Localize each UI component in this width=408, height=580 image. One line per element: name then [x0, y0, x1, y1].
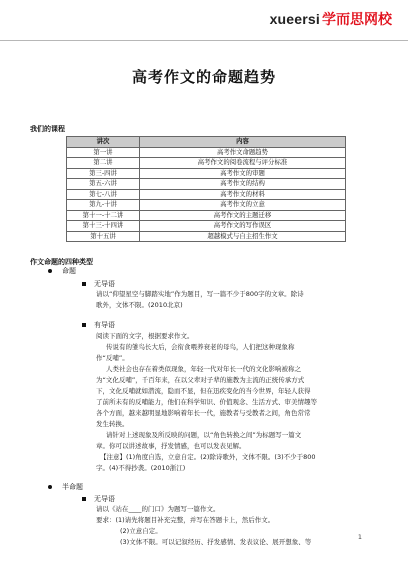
square-bullet-icon: [82, 323, 86, 327]
paragraph-line: 传说有的雏鸟长大后，会衔食喂养衰老的母鸟，人们把这种现象称: [106, 343, 295, 351]
table-header-cell: 讲次: [67, 137, 140, 148]
bullet-label: 半命题: [62, 483, 83, 491]
table-cell: 高考作文命题趋势: [140, 147, 346, 158]
paragraph-line: 章。你可以讲述故事，抒发情感，也可以发表见解。: [96, 442, 246, 450]
logo-latin: xueersi: [269, 11, 320, 27]
table-row: [67, 179, 346, 190]
brand-logo: [270, 9, 392, 29]
paragraph-line: 发生转换。: [96, 420, 129, 428]
table-cell: 第十五讲: [67, 231, 140, 242]
table-cell: 第九-十讲: [67, 200, 140, 211]
paragraph-line: 为“文化反哺”，千百年来，在以父辈对子辈的施教为主流的正统传承方式: [96, 376, 305, 384]
sub-bullet-label: 无导语: [94, 280, 115, 288]
table-cell: 第三-四讲: [67, 168, 140, 179]
table-row: [67, 231, 346, 242]
paragraph-line: 下，文化反哺就如潜流，隐而不显，但在迅疾变化的当今世界，年轻人获得: [96, 387, 311, 395]
square-bullet-icon: [82, 282, 86, 286]
table-cell: 高考作文的立意: [140, 200, 346, 211]
paragraph-line: 各个方面，越来越明显地影响着年长一代，施教者与受教者之间，角色常常: [96, 409, 311, 417]
table-cell: 第十一-十二讲: [67, 210, 140, 221]
bullet-dot-icon: [48, 485, 52, 489]
paragraph-line: (2)立意自定。: [120, 527, 162, 535]
square-bullet-icon: [82, 497, 86, 501]
paragraph-line: 人类社会也存在着类似现象，年轻一代对年长一代的文化影响被称之: [106, 365, 301, 373]
bullet-item: [48, 482, 83, 492]
table-cell: 高考作文的写作误区: [140, 221, 346, 232]
table-cell: 第二讲: [67, 158, 140, 169]
table-cell: 第一讲: [67, 147, 140, 158]
table-row: [67, 189, 346, 200]
table-cell: 超越模式与自主招生作文: [140, 231, 346, 242]
types-section-heading: 作文命题的四种类型: [30, 258, 93, 266]
paragraph-line: 【注意】(1)角度自选，立意自定。(2)除诗歌外，文体不限。(3)不少于800: [100, 453, 316, 461]
table-row: [67, 158, 346, 169]
paragraph-line: 作“反哺”。: [96, 354, 129, 362]
table-cell: 第七-八讲: [67, 189, 140, 200]
page-number: 1: [357, 533, 362, 541]
sub-bullet-item: [82, 494, 115, 504]
table-row: [67, 147, 346, 158]
table-row: [67, 221, 346, 232]
table-row: [67, 168, 346, 179]
table-cell: 第十三-十四讲: [67, 221, 140, 232]
paragraph-line: 字。(4)不得抄袭。(2010浙江): [96, 464, 186, 472]
sub-bullet-item: [82, 320, 115, 330]
table-cell: 高考作文的材料: [140, 189, 346, 200]
paragraph-line: 阅读下面的文字，根据要求作文。: [96, 332, 194, 340]
paragraph-line: 请针对上述现象及所反映的问题，以“角色转换之间”为标题写一篇文: [106, 431, 302, 439]
logo-cjk: 学而思网校: [322, 12, 392, 28]
table-row: [67, 210, 346, 221]
paragraph-line: 要求：(1)请先将题目补充完整，并写在答题卡上，然后作文。: [96, 516, 275, 524]
paragraph-line: (3)文体不限。可以记叙经历、抒发感情、发表议论、展开想象、等: [120, 538, 312, 546]
course-section-heading: 我们的课程: [30, 125, 65, 133]
page-header: [0, 0, 408, 41]
page-title: 高考作文的命题趋势: [131, 68, 276, 86]
course-table: [66, 136, 346, 242]
paragraph-line: 请以“仰望星空与脚踏实地”作为题目，写一篇不少于800字的文章。除诗: [96, 290, 304, 298]
table-row: [67, 200, 346, 211]
table-cell: 高考作文的审题: [140, 168, 346, 179]
sub-bullet-label: 有导语: [94, 321, 115, 329]
bullet-dot-icon: [48, 269, 52, 273]
bullet-label: 命题: [62, 267, 76, 275]
paragraph-line: 了前所未有的反哺能力，他们在科学知识、价值观念、生活方式、审美情趣等: [96, 398, 317, 406]
table-header-cell: 内容: [140, 137, 346, 148]
table-cell: 高考作文的结构: [140, 179, 346, 190]
table-cell: 高考作文的主题迁移: [140, 210, 346, 221]
table-cell: 第五-六讲: [67, 179, 140, 190]
bullet-item: [48, 266, 76, 276]
paragraph-line: 请以《站在____的门口》为题写一篇作文。: [96, 505, 220, 513]
table-header-row: [67, 137, 346, 148]
paragraph-line: 歌外，文体不限。(2010北京): [96, 301, 183, 309]
sub-bullet-label: 无导语: [94, 495, 115, 503]
table-cell: 高考作文的阅卷流程与评分标准: [140, 158, 346, 169]
sub-bullet-item: [82, 279, 115, 289]
